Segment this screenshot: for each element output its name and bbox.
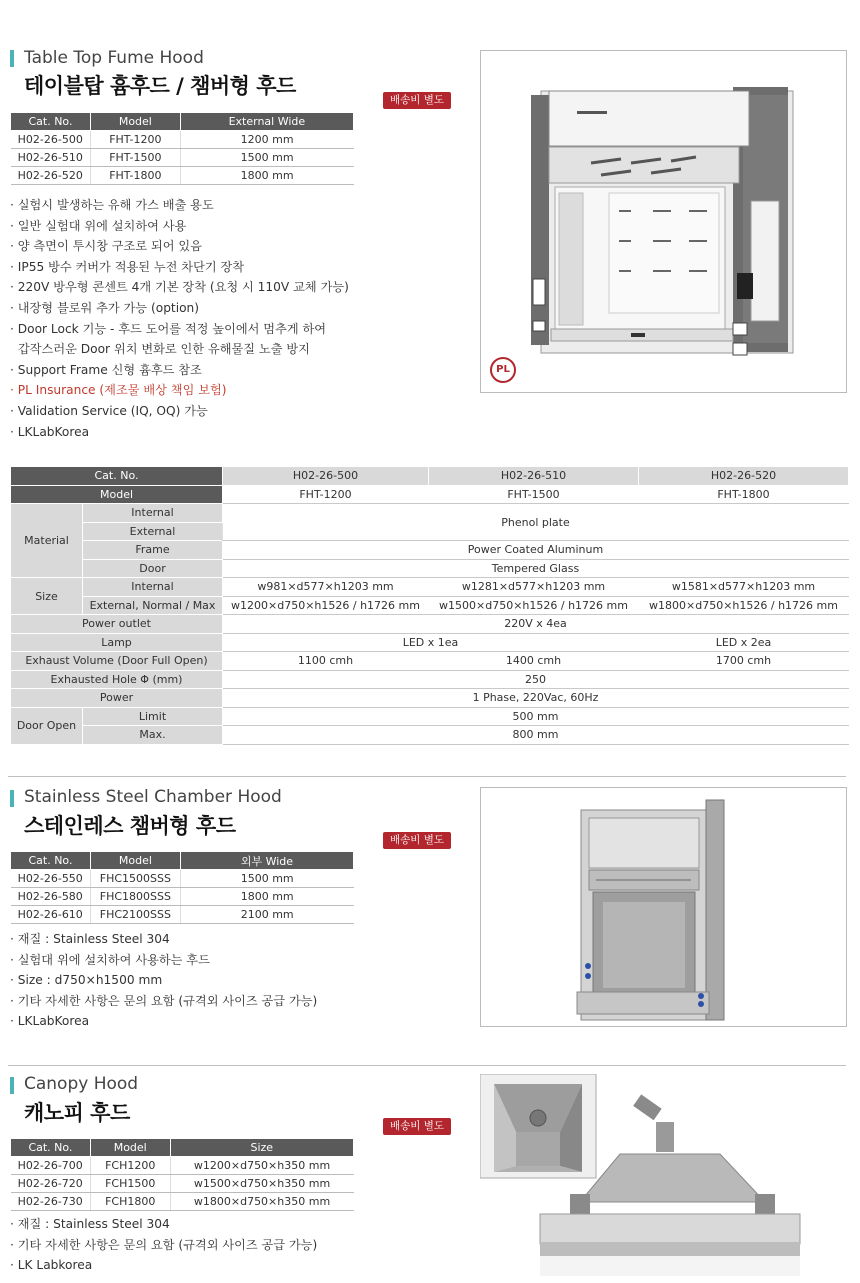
list-item: · PL Insurance (제조물 배상 책임 보험) [10, 380, 349, 401]
list-item: · 양 측면이 투시창 구조로 되어 있음 [10, 236, 349, 257]
model-cell: FHT-1200 [90, 131, 180, 149]
exhaust-cell: 1400 cmh [429, 652, 639, 671]
size-cell: w981×d577×h1203 mm [223, 578, 429, 597]
material-label: Material [11, 504, 83, 578]
stainless-hood-photo [480, 787, 847, 1027]
value-cell: 1800 mm [180, 167, 353, 185]
section-title-en: Canopy Hood [24, 1074, 139, 1094]
phenol-cell: Phenol plate [223, 504, 849, 541]
table-row [11, 167, 354, 185]
power-outlet-label: Power outlet [11, 615, 223, 634]
table-row [11, 1157, 354, 1175]
power-label: Power [11, 689, 223, 708]
header-cell: Cat. No. [11, 852, 91, 870]
model-table [10, 851, 354, 924]
cat-no-cell: H02-26-700 [11, 1157, 91, 1175]
header-cell: Cat. No. [11, 113, 91, 131]
list-item: · 재질 : Stainless Steel 304 [10, 929, 317, 950]
catno-label: Cat. No. [11, 467, 223, 486]
value-cell: 2100 mm [180, 906, 353, 924]
model-cell: FHT-1200 [223, 485, 429, 504]
list-item: · Support Frame 신형 흄후드 참조 [10, 360, 349, 381]
frame-cell: Power Coated Aluminum [223, 541, 849, 560]
table-row [11, 906, 354, 924]
value-cell: w1500×d750×h350 mm [170, 1175, 353, 1193]
table-row [11, 633, 849, 652]
shipping-badge: 배송비 별도 [383, 92, 451, 109]
external-label: External [83, 522, 223, 541]
header-cell: External Wide [180, 113, 353, 131]
section-accent-bar [10, 50, 14, 67]
cat-no-cell: H02-26-510 [429, 467, 639, 486]
header-cell: Model [90, 852, 180, 870]
table-row [11, 652, 849, 671]
exhaust-volume-label: Exhaust Volume (Door Full Open) [11, 652, 223, 671]
cat-no-cell: H02-26-720 [11, 1175, 91, 1193]
table-row [11, 467, 849, 486]
value-cell: w1800×d750×h350 mm [170, 1193, 353, 1211]
list-item: · IP55 방수 커버가 적용된 누전 차단기 장착 [10, 257, 349, 278]
pl-mark: PL [490, 357, 516, 383]
size-cell: w1581×d577×h1203 mm [639, 578, 849, 597]
exhaust-hole-label: Exhausted Hole Φ (mm) [11, 670, 223, 689]
lamp-label: Lamp [11, 633, 223, 652]
value-cell: 1800 mm [180, 888, 353, 906]
power-cell: 1 Phase, 220Vac, 60Hz [223, 689, 849, 708]
model-cell: FHT-1500 [90, 149, 180, 167]
header-cell: Model [90, 113, 180, 131]
cat-no-cell: H02-26-520 [11, 167, 91, 185]
table-row [11, 1175, 354, 1193]
table-header-row [11, 852, 354, 870]
exhaust-cell: 1100 cmh [223, 652, 429, 671]
cat-no-cell: H02-26-500 [223, 467, 429, 486]
fume-hood-image [481, 51, 847, 393]
table-row [11, 596, 849, 615]
cat-no-cell: H02-26-510 [11, 149, 91, 167]
size-cell: w1800×d750×h1526 / h1726 mm [639, 596, 849, 615]
exhaust-hole-cell: 250 [223, 670, 849, 689]
model-cell: FHC2100SSS [90, 906, 180, 924]
feature-list [10, 1214, 317, 1276]
header-cell: Cat. No. [11, 1139, 91, 1157]
table-row [11, 149, 354, 167]
size-cell: w1200×d750×h1526 / h1726 mm [223, 596, 429, 615]
section-title-en: Stainless Steel Chamber Hood [24, 787, 282, 807]
limit-label: Limit [83, 707, 223, 726]
model-cell: FCH1500 [90, 1175, 170, 1193]
fume-hood-photo [480, 50, 847, 393]
value-cell: 1200 mm [180, 131, 353, 149]
table-row [11, 615, 849, 634]
lamp-cell: LED x 2ea [639, 633, 849, 652]
size-cell: w1281×d577×h1203 mm [429, 578, 639, 597]
table-row [11, 689, 849, 708]
internal-label: Internal [83, 504, 223, 523]
feature-list [10, 929, 317, 1032]
power-outlet-cell: 220V x 4ea [223, 615, 849, 634]
feature-list [10, 195, 349, 442]
list-item: · Size : d750×h1500 mm [10, 970, 317, 991]
cat-no-cell: H02-26-520 [639, 467, 849, 486]
shipping-badge: 배송비 별도 [383, 832, 451, 849]
table-row [11, 870, 354, 888]
door-cell: Tempered Glass [223, 559, 849, 578]
cat-no-cell: H02-26-610 [11, 906, 91, 924]
canopy-hood-photo [480, 1074, 847, 1279]
header-cell: Model [90, 1139, 170, 1157]
lamp-cell: LED x 1ea [223, 633, 639, 652]
section-accent-bar [10, 790, 14, 807]
table-header-row [11, 1139, 354, 1157]
list-item: · 내장형 블로워 추가 가능 (option) [10, 298, 349, 319]
model-table [10, 112, 354, 185]
list-item: · 기타 자세한 사항은 문의 요함 (규격외 사이즈 공급 가능) [10, 1235, 317, 1256]
stainless-hood-image [481, 788, 847, 1027]
model-cell: FHT-1800 [639, 485, 849, 504]
divider [8, 776, 846, 777]
cat-no-cell: H02-26-580 [11, 888, 91, 906]
size-cell: w1500×d750×h1526 / h1726 mm [429, 596, 639, 615]
model-cell: FHT-1500 [429, 485, 639, 504]
size-label: Size [11, 578, 83, 615]
table-row [11, 541, 849, 560]
section-accent-bar [10, 1077, 14, 1094]
table-row [11, 131, 354, 149]
door-label: Door [83, 559, 223, 578]
divider [8, 1065, 846, 1066]
table-row [11, 726, 849, 745]
list-item: · 재질 : Stainless Steel 304 [10, 1214, 317, 1235]
max-cell: 800 mm [223, 726, 849, 745]
list-item: 갑작스러운 Door 위치 변화로 인한 유해물질 노출 방지 [18, 342, 310, 357]
list-item: · Door Lock 기능 - 후드 도어를 적정 높이에서 멈추게 하여 [10, 319, 349, 340]
table-row [11, 707, 849, 726]
section-title-ko: 스테인레스 챔버형 후드 [24, 814, 236, 838]
canopy-hood-image [480, 1074, 847, 1279]
door-open-label: Door Open [11, 707, 83, 744]
section-title-ko: 캐노피 후드 [24, 1101, 130, 1125]
list-item: · LKLabKorea [10, 422, 349, 443]
header-cell: 외부 Wide [180, 852, 353, 870]
model-cell: FHT-1800 [90, 167, 180, 185]
value-cell: w1200×d750×h350 mm [170, 1157, 353, 1175]
list-item: · 220V 방우형 콘센트 4개 기본 장착 (요청 시 110V 교체 가능) [10, 277, 349, 298]
section-title-ko: 테이블탑 흄후드 / 챔버형 후드 [24, 74, 296, 98]
size-external-label: External, Normal / Max [83, 596, 223, 615]
table-row [11, 888, 354, 906]
cat-no-cell: H02-26-550 [11, 870, 91, 888]
model-cell: FCH1800 [90, 1193, 170, 1211]
list-item: · 일반 실험대 위에 설치하여 사용 [10, 216, 349, 237]
header-cell: Size [170, 1139, 353, 1157]
model-cell: FHC1800SSS [90, 888, 180, 906]
shipping-badge: 배송비 별도 [383, 1118, 451, 1135]
exhaust-cell: 1700 cmh [639, 652, 849, 671]
list-item: · LKLabKorea [10, 1011, 317, 1032]
table-header-row [11, 113, 354, 131]
table-row [11, 578, 849, 597]
cat-no-cell: H02-26-730 [11, 1193, 91, 1211]
table-row [11, 485, 849, 504]
list-item: · Validation Service (IQ, OQ) 가능 [10, 401, 349, 422]
list-item: · 기타 자세한 사항은 문의 요함 (규격외 사이즈 공급 가능) [10, 991, 317, 1012]
list-item: · 실험대 위에 설치하여 사용하는 후드 [10, 950, 317, 971]
frame-label: Frame [83, 541, 223, 560]
list-item: · LK Labkorea [10, 1255, 317, 1276]
value-cell: 1500 mm [180, 149, 353, 167]
model-label: Model [11, 485, 223, 504]
table-row [11, 504, 849, 523]
model-cell: FHC1500SSS [90, 870, 180, 888]
section-title-en: Table Top Fume Hood [24, 48, 204, 68]
spec-table [10, 466, 849, 745]
model-cell: FCH1200 [90, 1157, 170, 1175]
list-item: · 실험시 발생하는 유해 가스 배출 용도 [10, 195, 349, 216]
value-cell: 1500 mm [180, 870, 353, 888]
max-label: Max. [83, 726, 223, 745]
table-row [11, 559, 849, 578]
model-table [10, 1138, 354, 1211]
limit-cell: 500 mm [223, 707, 849, 726]
table-row [11, 1193, 354, 1211]
cat-no-cell: H02-26-500 [11, 131, 91, 149]
size-internal-label: Internal [83, 578, 223, 597]
table-row [11, 670, 849, 689]
